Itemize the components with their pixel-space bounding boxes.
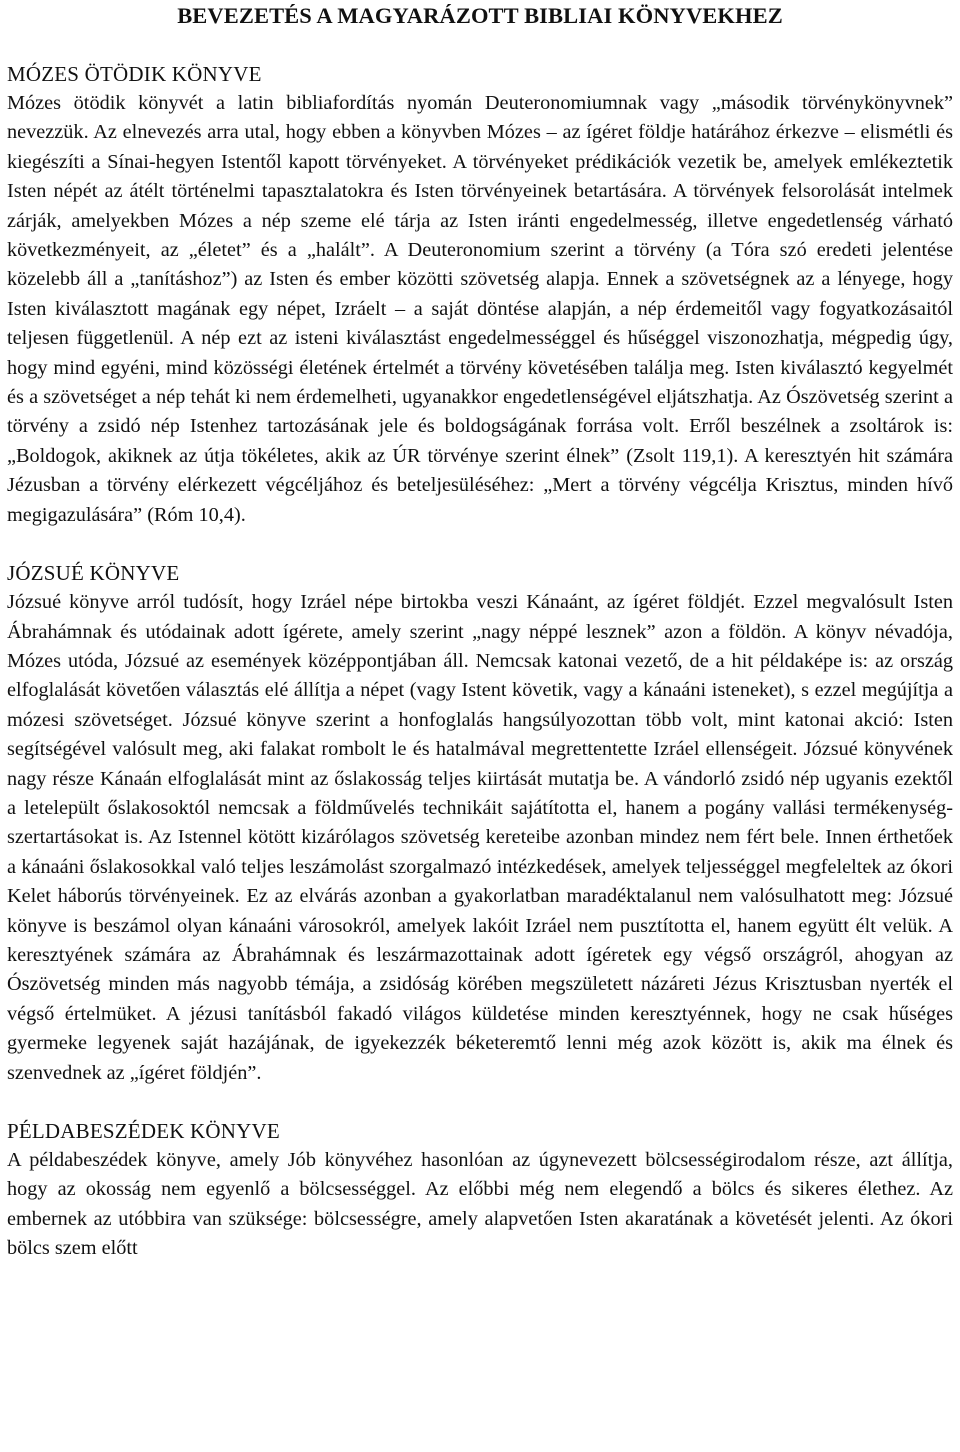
section-jozsue [7,559,953,1088]
section-deuteronomium [7,60,953,530]
section-body: Mózes ötödik könyvét a latin bibliafordítás nyomán Deuteronomiumnak vagy „második törvénykönyvnek” nevezzük. Az elnevezés arra utal, hogy ebben a könyvben Mózes – az ígéret földje határához érkezve – elismétli és kiegészíti a Sínai-hegyen Istentől kapott törvényeket. A törvényeket prédikációk vezetik be, amelyek emlékeztetik Isten népét az átélt történelmi tapasztalatokra és Isten törvényeinek betartására. A törvények felsorolását intelmek zárják, amelyekben Mózes a nép szeme elé tárja az Isten iránti engedelmesség, illetve engedetlenség várható következményeit, az „életet” és a „halált”. A Deuteronomium szerint a törvény (a Tóra szó eredeti jelentése közelebb áll a „tanításhoz”) az Isten és ember közötti szövetség alapja. Ennek a szövetségnek az a lényege, hogy Isten kiválasztott magának egy népet, Izráelt – a saját döntése alapján, a nép érdemeitől vagy fogyatkozásaitól teljesen függetlenül. A nép ezt az isteni kiválasztást engedelmességgel és hűséggel viszonozhatja, mégpedig úgy, hogy mind egyéni, mind közösségi életének értelmét a törvény követésében találja meg. Isten kiválasztó kegyelmét és a szövetséget a nép tehát ki nem érdemelheti, ugyanakkor engedetlenségével eljátszhatja. Az Ószövetség szerint a törvény a zsidó nép Istenhez tartozásának jele és boldogságának forrása volt. Erről beszélnek a zsoltárok is: „Boldogok, akiknek az útja tökéletes, akik az ÚR törvénye szerint élnek” (Zsolt 119,1). A keresztyén hit számára Jézusban a törvény elérkezett végcéljához és beteljesüléséhez: „Mert a törvény végcélja Krisztus, minden hívő megigazulására” (Róm 10,4). [7,92,953,526]
section-heading: MÓZES ÖTÖDIK KÖNYVE [7,62,262,86]
section-peldabeszedek [7,1117,953,1264]
section-heading: JÓZSUÉ KÖNYVE [7,561,180,586]
section-body: A példabeszédek könyve, amely Jób könyvéhez hasonlóan az úgynevezett bölcsességirodalom része, azt állítja, hogy az okosság nem egyenlő a bölcsességgel. Az előbbi még nem elegendő a bölcs és sikeres élethez. Az embernek az utóbbira van szüksége: bölcsességre, amely alapvetően Isten akaratának a követését jelenti. Az ókori bölcs szem előtt [7,1149,953,1260]
section-body: Józsué könyve arról tudósít, hogy Izráel népe birtokba veszi Kánaánt, az ígéret földjét. Ezzel megvalósult Isten Ábrahámnak és utódainak adott ígérete, amely szerint „nagy néppé lesznek” azon a földön. A könyv névadója, Mózes utóda, Józsué az események középpontjában áll. Nemcsak katonai vezető, de a hit példaképe is: az ország elfoglalását követően választás elé állítja a népet (vagy Istent követik, vagy a kánaáni isteneket), s ezzel megújítja a mózesi szövetséget. Józsué könyve szerint a honfoglalás hangsúlyozottan több volt, mint katonai akció: Isten segítségével valósult meg, aki falakat rombolt le és hatalmával megrettentette Izráel ellenségeit. Józsué könyvének nagy része Kánaán elfoglalását mint az őslakosság teljes kiirtását mutatja be. A vándorló zsidó nép ugyanis ezektől a letelepült őslakosoktól nemcsak a földművelés technikáit sajátította el, hanem a pogány vallási termékenység-szertartásokat is. Az Istennel kötött kizárólagos szövetség kereteibe azonban mindez nem fért bele. Innen érthetőek a kánaáni őslakosokkal való teljes leszámolást szorgalmazó intézkedések, amelyek teljességgel megfeleltek az ókori Kelet háborús törvényeinek. Ez az elvárás azonban a gyakorlatban maradéktalanul nem valósulhatott meg: Józsué könyve is beszámol olyan kánaáni városokról, amelyek lakóit Izráel nem pusztította el, hanem együtt élt velük. A keresztyének számára az Ábrahámnak és leszármazottainak adott ígéretek egy végső országról, ahogyan az Ószövetség minden más nagyobb témája, a zsidóság körében megszületett názáreti Jézus Krisztusban nyerték el végső értelmüket. A jézusi tanításból fakadó világos küldetése minden keresztyénnek, hogy ne csak hűséges gyermeke legyenek saját hazájának, de igyekezzék béketeremtő lenni még azok között is, akik ma élnek és szenvednek az „ígéret földjén”. [7,591,953,1084]
section-heading: PÉLDABESZÉDEK KÖNYVE [7,1119,280,1143]
document-page [7,0,953,1452]
document-title: BEVEZETÉS A MAGYARÁZOTT BIBLIAI KÖNYVEKHEZ [177,3,783,28]
